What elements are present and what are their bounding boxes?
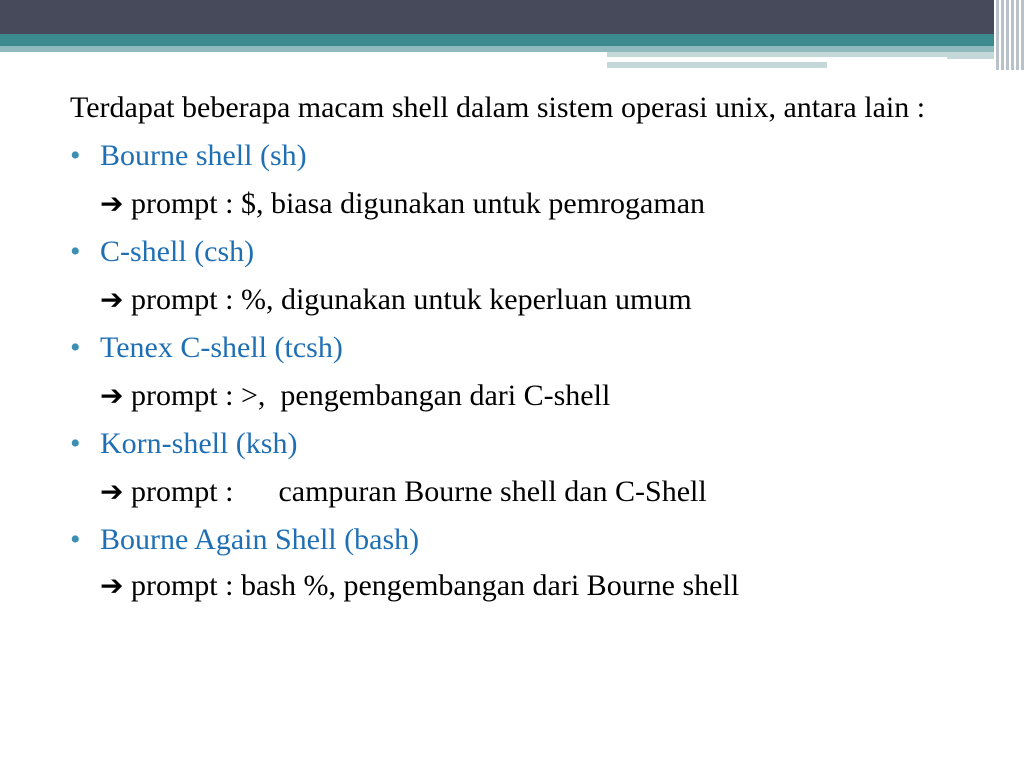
arrow-icon: ➔ <box>100 187 124 220</box>
bullet-icon: • <box>70 427 81 460</box>
shell-desc: prompt : bash %, pengembangan dari Bourne shell <box>130 569 740 602</box>
header-stripes <box>994 0 1024 70</box>
arrow-icon: ➔ <box>100 379 124 412</box>
shell-desc: prompt : $, biasa digunakan untuk pemrogaman <box>130 187 706 220</box>
bullet-icon: • <box>70 139 81 172</box>
shell-item <box>70 132 970 228</box>
arrow-icon: ➔ <box>100 283 124 316</box>
intro-text: Terdapat beberapa macam shell dalam sistem operasi unix, antara lain : <box>70 91 926 124</box>
shell-name: Korn-shell (ksh) <box>100 427 298 460</box>
header-bar-dark <box>0 0 1024 34</box>
shell-name: Bourne Again Shell (bash) <box>100 523 420 556</box>
slide-body <box>70 84 970 608</box>
shell-desc: prompt : %, digunakan untuk keperluan umum <box>130 283 692 316</box>
shell-item <box>70 324 970 420</box>
shell-name: Tenex C-shell (tcsh) <box>100 331 343 364</box>
header-accent-line <box>607 57 947 59</box>
arrow-icon: ➔ <box>100 475 124 508</box>
shell-name: C-shell (csh) <box>100 235 255 268</box>
shell-item <box>70 420 970 516</box>
bullet-icon: • <box>70 523 81 556</box>
header-bar-teal <box>0 34 1024 46</box>
bullet-icon: • <box>70 331 81 364</box>
shell-name: Bourne shell (sh) <box>100 139 307 172</box>
bullet-icon: • <box>70 235 81 268</box>
arrow-icon: ➔ <box>100 569 124 602</box>
shell-item <box>70 516 970 608</box>
shell-desc: prompt : campuran Bourne shell dan C-Shell <box>130 475 707 508</box>
shell-desc: prompt : >, pengembangan dari C-shell <box>130 379 611 412</box>
shell-item <box>70 228 970 324</box>
header-accent-strip-short <box>607 62 827 68</box>
